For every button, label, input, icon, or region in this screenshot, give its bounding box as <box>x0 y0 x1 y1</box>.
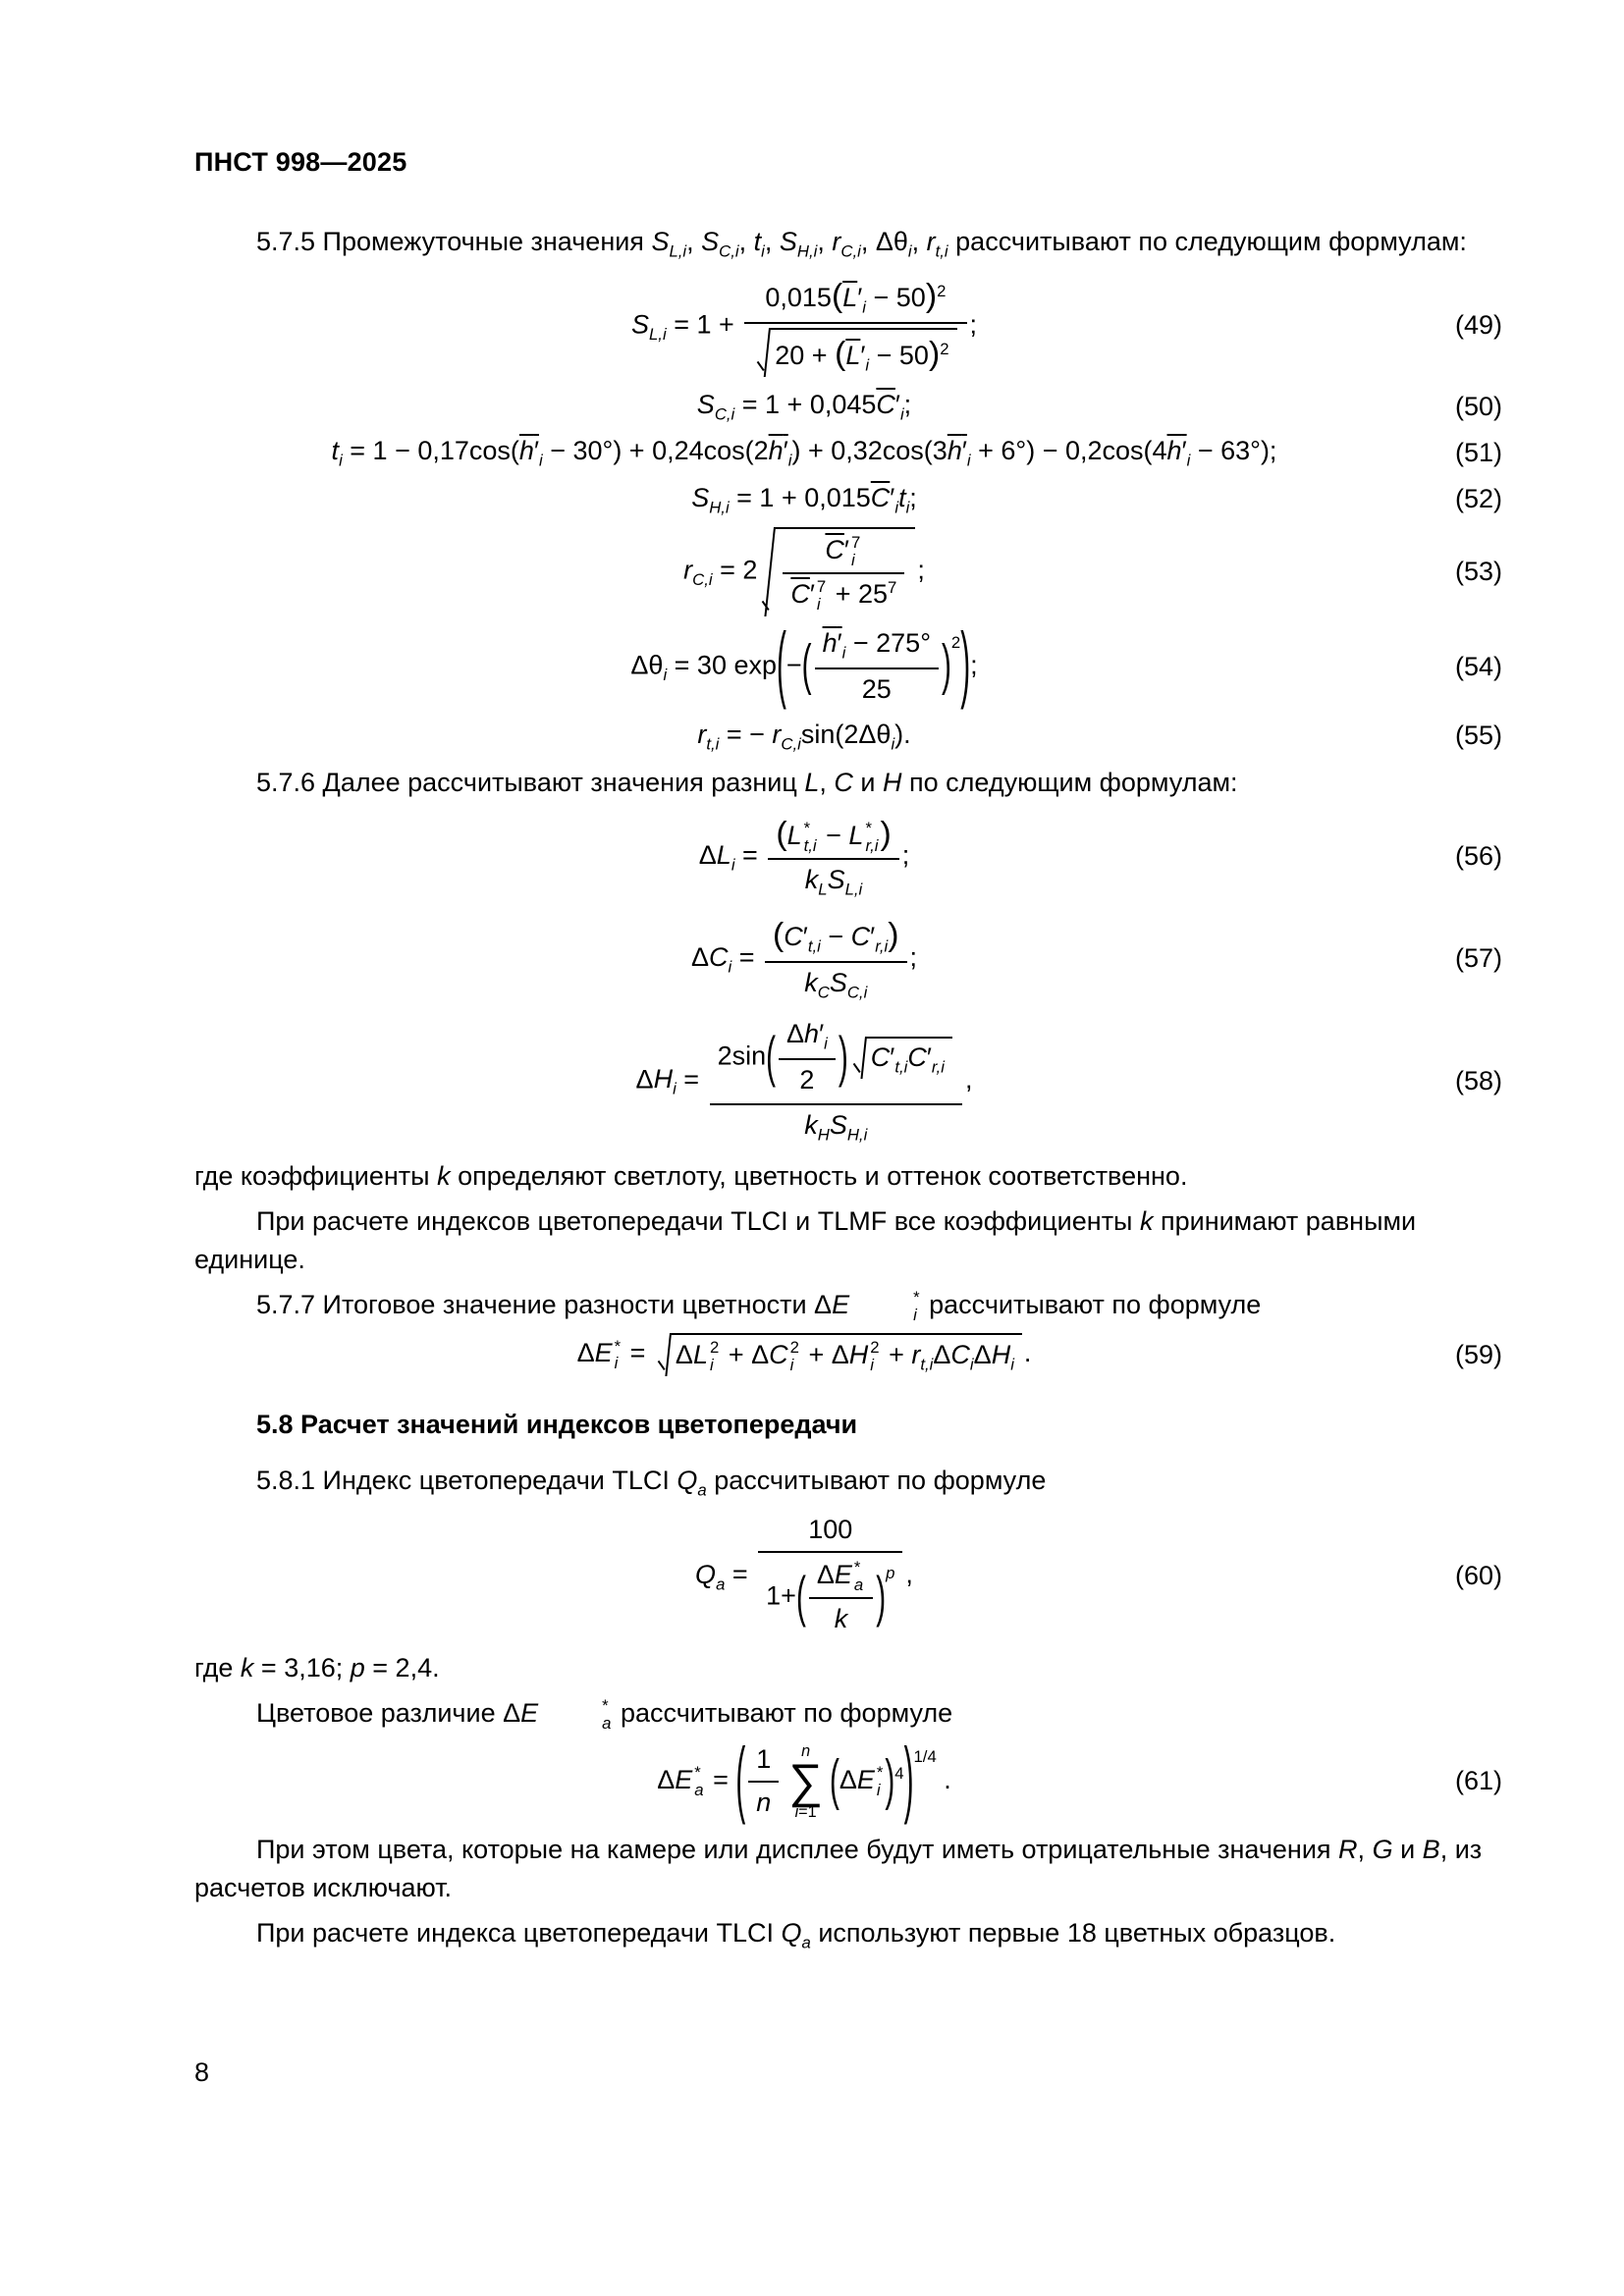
formula-number-52: (52) <box>1454 484 1502 514</box>
formula-number-60: (60) <box>1454 1560 1502 1590</box>
formula-53: $r_{C,i} = 2$ $\overline{C}'$ 7 i $\overline{C}'$ 7 i + $25^7$ ; <box>194 527 1414 616</box>
formula-55: $r_{t,i}$ = − $r_{C,i}\sin(2\Delta\theta_i)$. <box>697 719 911 753</box>
formula-row-53 <box>194 527 1502 616</box>
formula-61: ΔE * a = ( $\frac{1}{n}$ n ∑ i=1 (ΔE * i )$^4$)$^{1/4}$ . <box>657 1732 951 1827</box>
document-content <box>194 223 1502 1955</box>
paragraph-tlci-tlmf: При расчете индексов цветопередачи TLCI и TLMF все коэффициенты k принимают равными единице. <box>194 1205 1417 1274</box>
formula-row-60 <box>194 1512 1502 1640</box>
paragraph-5-7-7: 5.7.7 Итоговое значение разности цветности ΔE * i рассчитывают по формуле <box>256 1288 1262 1324</box>
formula-number-58: (58) <box>1454 1065 1502 1095</box>
formula-row-61 <box>194 1732 1502 1827</box>
formula-number-59: (59) <box>1454 1339 1502 1369</box>
formula-number-51: (51) <box>1454 437 1502 467</box>
formula-59: ΔE * i = ΔL 2 i + ΔC 2 i + ΔH 2 i + $r_{t,i}\Delta C_i\Delta H_i$ . <box>194 1333 1414 1376</box>
formula-49: $S_{L,i} = 1$ + $\frac{0,015(\overline{L}'_i - 50)^2}{20 + (\overline{L}'_i - 50)^2}$ ; <box>194 273 1414 380</box>
formula-50: $S_{C,i} = 1 + 0,045\overline{C}'_i$; <box>696 390 912 424</box>
paragraph-where-kp: где k = 3,16; p = 2,4. <box>194 1652 440 1682</box>
paragraph-5-7-6: 5.7.6 Далее рассчитывают значения разниц L, C и H по следующим формулам: <box>256 767 1238 797</box>
formula-56: $\Delta L_i$ = (L * t,i − L * r,i ) $k_LS_{L,i}$ ; <box>194 811 1414 903</box>
formula-row-58 <box>194 1014 1502 1148</box>
formula-57: $\Delta C_i$ = $\frac{(C'_{t,i} - C'_{r,i})}{k_CS_{C,i}}$ ; <box>194 912 1414 1006</box>
formula-row-57 <box>194 912 1502 1006</box>
formula-row-54 <box>194 616 1502 712</box>
formula-row-59 <box>194 1333 1502 1376</box>
document-code: ПНСТ 998—2025 <box>194 147 407 177</box>
paragraph-5-8-1: 5.8.1 Индекс цветопередачи TLCI $Q_a$ рассчитывают по формуле <box>256 1466 1047 1500</box>
paragraph-negative-rgb: При этом цвета, которые на камере или дисплее будут иметь отрицательные значения R, G и B, из расчетов исключают. <box>194 1834 1483 1902</box>
page-number: 8 <box>194 2057 210 2087</box>
formula-number-61: (61) <box>1454 1766 1502 1796</box>
formula-58: $\Delta H_i$ = 2sin( $\frac{\Delta h'_i}{2}$ ) $C'_{t,i}C'_{r,i}$ $k_HS_{H,i}$ , <box>194 1014 1414 1148</box>
paragraph-5-7-5: 5.7.5 Промежуточные значения $S_{L,i}$, $S_{C,i}$, $t_i$, $S_{H,i}$, $r_{C,i}$, $\Delta\theta_i$, $r_{t,i}$ рассчитывают по следующим формулам: <box>256 227 1467 261</box>
formula-number-49: (49) <box>1454 310 1502 341</box>
formula-51: $t_i = 1 - 0,17\cos(h'_i - 30^\circ) + 0,24\cos(2h'_i) + 0,32\cos(3h'_i + 6^\circ) - 0,2\cos(4h'_i - 63^\circ)$; <box>331 436 1277 470</box>
paragraph-where-k: где коэффициенты k определяют светлоту, цветность и оттенок соответственно. <box>194 1160 1188 1191</box>
paragraph-18-samples: При расчете индекса цветопередачи TLCI $Q_a$ используют первые 18 цветных образцов. <box>256 1918 1336 1952</box>
formula-54: $\Delta\theta_i = 30$ exp(−( $\frac{h'_i - 275^\circ}{25}$ )$^2$); <box>630 616 978 712</box>
formula-row-50 <box>194 388 1502 425</box>
formula-row-56 <box>194 811 1502 903</box>
section-heading-5-8: 5.8 Расчет значений индексов цветопередачи <box>256 1410 858 1440</box>
formula-number-56: (56) <box>1454 841 1502 872</box>
formula-row-55 <box>194 718 1502 755</box>
formula-number-54: (54) <box>1454 651 1502 681</box>
formula-row-52 <box>194 481 1502 518</box>
formula-52: $S_{H,i} = 1 + 0,015\overline{C}'_it_i$; <box>691 482 917 516</box>
formula-number-55: (55) <box>1454 721 1502 751</box>
formula-row-49 <box>194 273 1502 380</box>
formula-row-51 <box>194 434 1502 471</box>
formula-number-57: (57) <box>1454 942 1502 973</box>
paragraph-color-difference: Цветовое различие ΔE * a рассчитывают по формуле <box>256 1696 953 1733</box>
formula-number-50: (50) <box>1454 391 1502 421</box>
formula-60: $Q_a$ = 100 1+( ΔE * a k )$^p$ , <box>194 1512 1414 1640</box>
formula-number-53: (53) <box>1454 556 1502 586</box>
